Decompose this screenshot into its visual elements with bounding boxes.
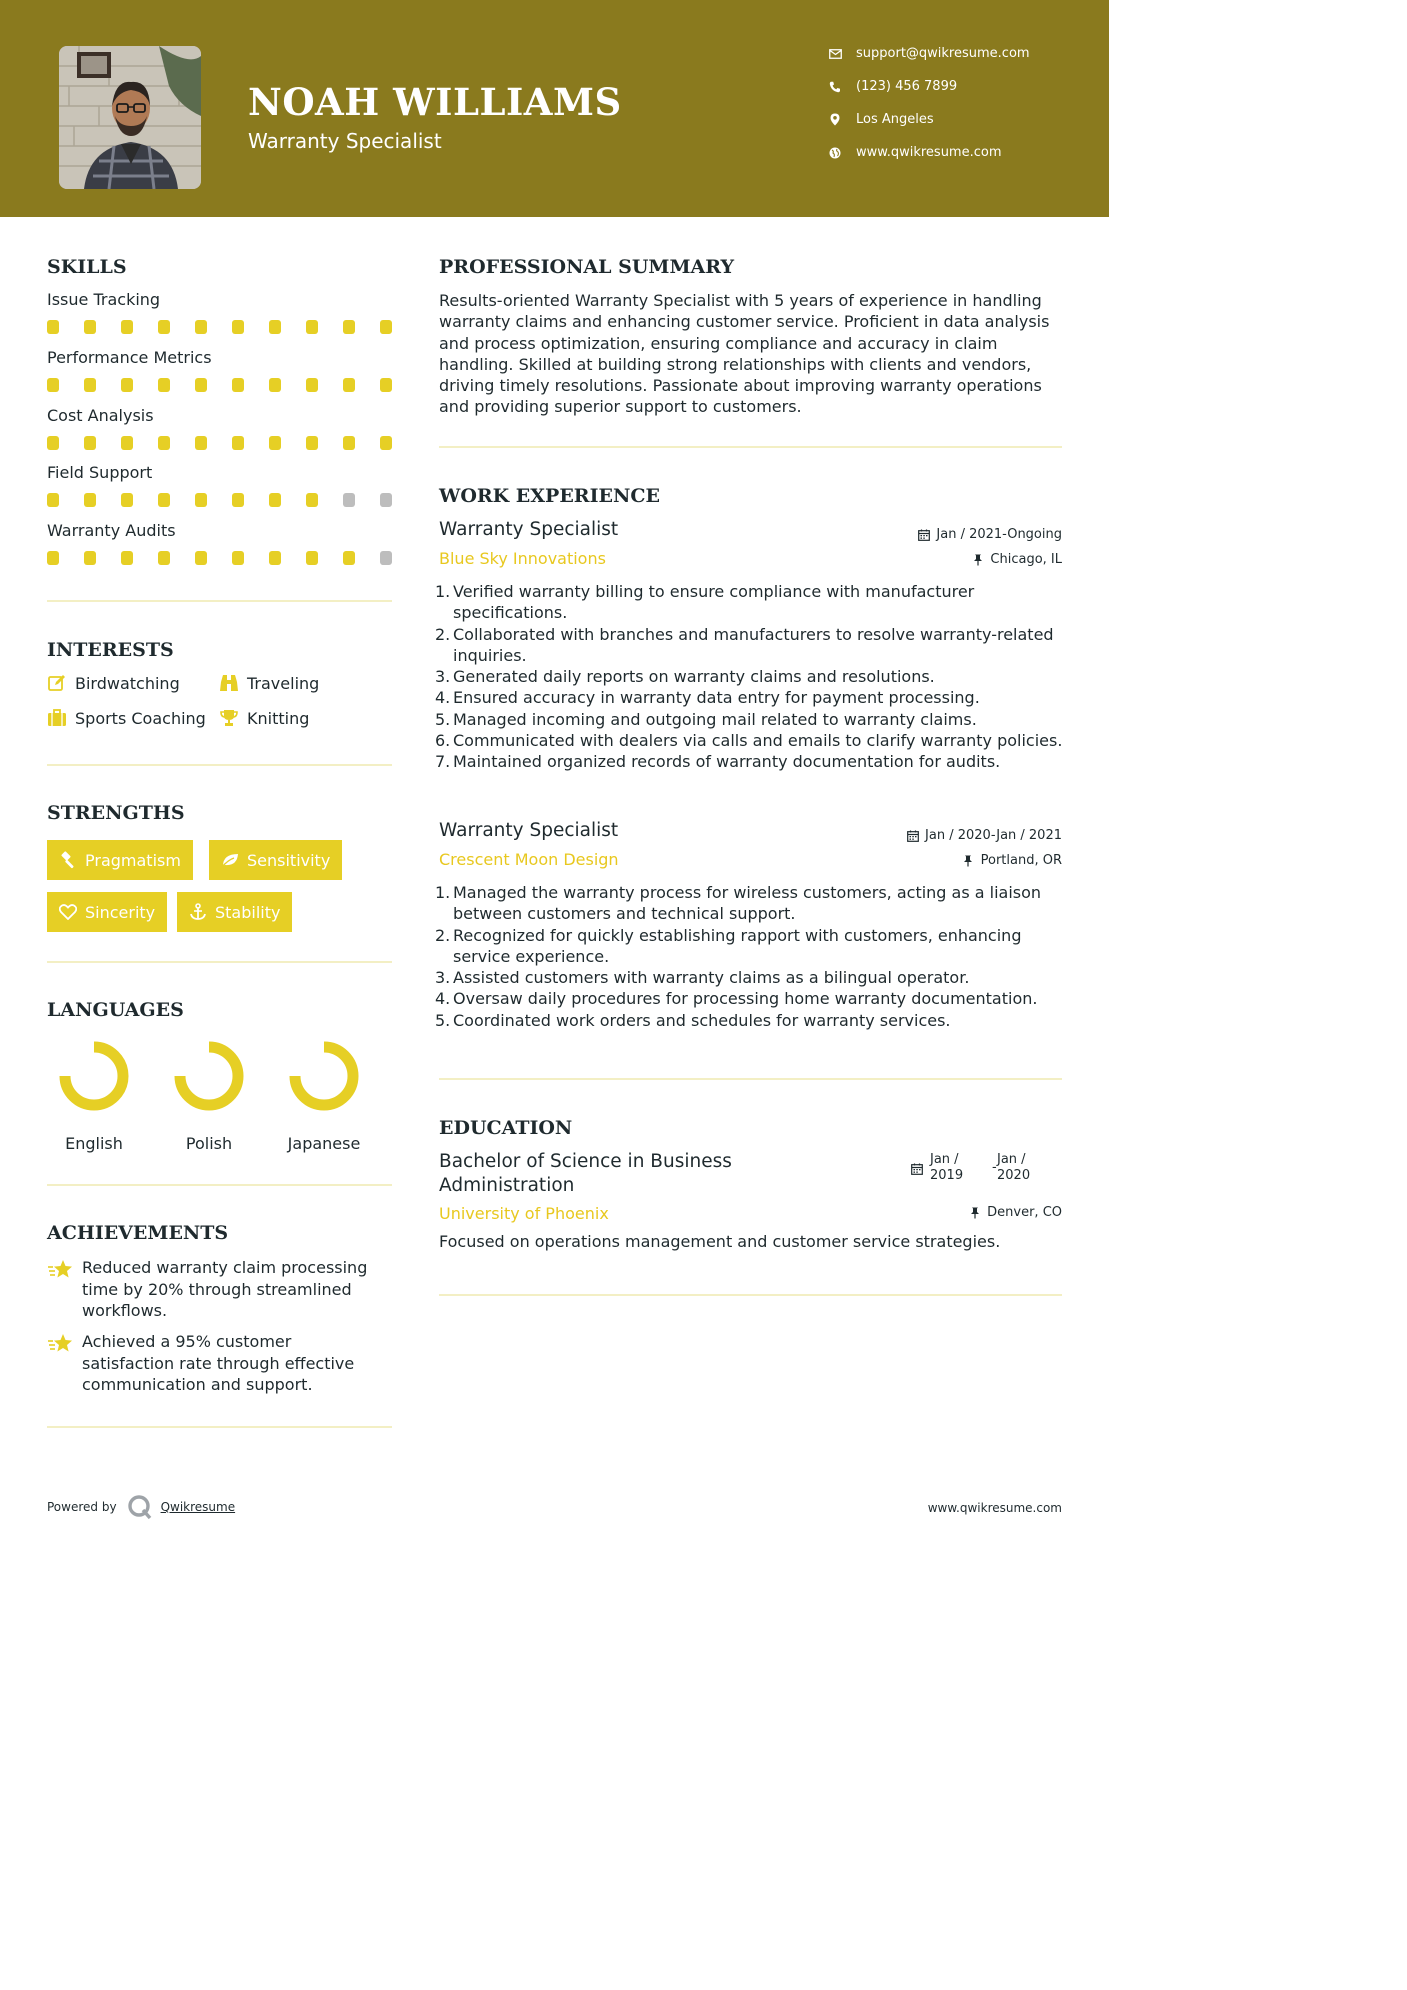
location-pin-icon	[828, 113, 842, 127]
language-level-ring	[58, 1040, 130, 1112]
skill-dot-filled	[158, 378, 170, 392]
skill-dot-filled	[232, 378, 244, 392]
contact-website-text: www.qwikresume.com	[856, 145, 1002, 160]
profile-photo-illustration	[59, 46, 201, 189]
contact-location	[828, 112, 1068, 127]
skill-dot-filled	[84, 551, 96, 565]
strength-chip	[177, 892, 292, 932]
pushpin-icon	[962, 854, 975, 867]
briefcase-icon	[47, 708, 67, 728]
skill-dot-filled	[158, 436, 170, 450]
section-divider	[47, 764, 392, 766]
skill-dot-filled	[47, 436, 59, 450]
education-location	[968, 1205, 1062, 1220]
skill-dot-filled	[306, 493, 318, 507]
job-location	[962, 853, 1062, 868]
skill-dot-filled	[121, 493, 133, 507]
list-item: 2. Collaborated with branches and manufacturers to resolve warranty-related inquiries.	[435, 624, 1054, 665]
interest-label: Sports Coaching	[75, 708, 206, 728]
skill-dot-filled	[195, 320, 207, 334]
profile-photo	[59, 46, 201, 189]
shooting-star-icon	[47, 1332, 73, 1356]
strength-chip	[209, 840, 342, 880]
job-date	[917, 527, 1062, 542]
calendar-icon	[906, 829, 919, 842]
interest-item	[219, 708, 309, 728]
skill-rating	[47, 551, 392, 565]
skill-dot-empty	[343, 493, 355, 507]
contact-location-text: Los Angeles	[856, 112, 934, 127]
interest-item	[47, 673, 180, 693]
contact-email-text: support@qwikresume.com	[856, 46, 1030, 61]
calendar-icon	[917, 528, 930, 541]
skill-dot-filled	[158, 320, 170, 334]
section-divider	[439, 1078, 1062, 1080]
skill-dot-filled	[343, 436, 355, 450]
achievement-item	[47, 1331, 387, 1396]
skill-dot-filled	[232, 436, 244, 450]
contact-phone-text: (123) 456 7899	[856, 79, 958, 94]
job-company: Crescent Moon Design	[439, 850, 619, 869]
binoculars-icon	[219, 673, 239, 693]
list-item: 4. Oversaw daily procedures for processing home warranty documentation.	[435, 989, 1038, 1009]
skill-dot-empty	[380, 551, 392, 565]
language-level-ring	[288, 1040, 360, 1112]
achievement-text: Achieved a 95% customer satisfaction rate through effective communication and support.	[82, 1332, 355, 1394]
education-start-date: Jan / 2019	[930, 1152, 964, 1183]
qwikresume-logo-icon	[127, 1494, 153, 1520]
skill-dot-filled	[343, 378, 355, 392]
interest-item	[47, 708, 206, 728]
list-item: 4. Ensured accuracy in warranty data entry for payment processing.	[435, 688, 980, 708]
list-item: 6. Communicated with dealers via calls and emails to clarify warranty policies.	[435, 731, 1063, 751]
language-item	[159, 1040, 259, 1153]
job-date-text: Jan / 2020-Jan / 2021	[925, 828, 1062, 843]
list-item: 1. Managed the warranty process for wireless customers, acting as a liaison between customers and technical support.	[435, 883, 1042, 924]
skill-label: Performance Metrics	[47, 348, 212, 367]
powered-by-label: Powered by	[47, 1500, 117, 1514]
education-description: Focused on operations management and customer service strategies.	[439, 1232, 1001, 1251]
skill-dot-filled	[306, 551, 318, 565]
achievement-text: Reduced warranty claim processing time by 20% through streamlined workflows.	[82, 1258, 368, 1320]
interest-label: Traveling	[247, 673, 320, 693]
skill-dot-filled	[195, 436, 207, 450]
phone-icon	[828, 80, 842, 94]
education-degree: Bachelor of Science in Business Administration	[439, 1151, 732, 1196]
skill-dot-filled	[232, 320, 244, 334]
trophy-icon	[219, 708, 239, 728]
education-heading: EDUCATION	[439, 1117, 573, 1139]
skill-dot-filled	[269, 551, 281, 565]
strength-label: Pragmatism	[85, 850, 181, 870]
job-company: Blue Sky Innovations	[439, 549, 606, 568]
candidate-title: Warranty Specialist	[248, 129, 442, 153]
skill-dot-filled	[269, 378, 281, 392]
anchor-icon	[189, 903, 207, 921]
list-item: 3. Assisted customers with warranty claims as a bilingual operator.	[435, 968, 970, 988]
pushpin-icon	[971, 553, 984, 566]
skill-label: Issue Tracking	[47, 290, 161, 309]
achievements-heading: ACHIEVEMENTS	[47, 1222, 229, 1244]
contact-phone[interactable]	[828, 79, 1068, 94]
skill-rating	[47, 436, 392, 450]
job-role: Warranty Specialist	[439, 820, 619, 841]
skill-dot-filled	[195, 551, 207, 565]
skill-dot-filled	[158, 493, 170, 507]
skill-dot-filled	[47, 551, 59, 565]
calendar-icon	[911, 1160, 923, 1179]
job-role: Warranty Specialist	[439, 519, 619, 540]
footer-powered-by	[47, 1494, 235, 1520]
skill-dot-filled	[306, 320, 318, 334]
interest-label: Birdwatching	[75, 673, 180, 693]
footer-website[interactable]: www.qwikresume.com	[927, 1501, 1062, 1515]
skill-dot-filled	[47, 378, 59, 392]
section-divider	[47, 1184, 392, 1186]
skill-dot-filled	[306, 436, 318, 450]
job-date-text: Jan / 2021-Ongoing	[936, 527, 1062, 542]
section-divider	[47, 961, 392, 963]
education-school: University of Phoenix	[439, 1204, 609, 1223]
strength-label: Stability	[215, 902, 281, 922]
education-location-text: Denver, CO	[987, 1205, 1062, 1220]
skill-dot-filled	[343, 551, 355, 565]
section-divider	[47, 1426, 392, 1428]
skill-dot-filled	[84, 320, 96, 334]
education-end-date: Jan / 2020	[997, 1152, 1031, 1183]
skill-rating	[47, 493, 392, 507]
interest-label: Knitting	[247, 708, 310, 728]
skill-dot-filled	[121, 436, 133, 450]
skill-dot-filled	[232, 493, 244, 507]
shooting-star-icon	[47, 1258, 73, 1282]
skill-dot-filled	[380, 436, 392, 450]
strengths-heading: STRENGTHS	[47, 802, 185, 824]
skill-dot-filled	[121, 320, 133, 334]
skill-dot-filled	[269, 436, 281, 450]
skill-rating	[47, 320, 392, 334]
skills-heading: SKILLS	[47, 256, 127, 278]
resume-header	[0, 0, 1109, 217]
achievement-item	[47, 1257, 387, 1322]
section-divider	[439, 446, 1062, 448]
skill-label: Cost Analysis	[47, 406, 154, 425]
envelope-icon	[828, 47, 842, 61]
language-item	[44, 1040, 144, 1153]
summary-text: Results-oriented Warranty Specialist with 5 years of experience in handling warranty claims and enhancing customer service. Proficient in data analysis and process optimization, ensuring compliance and accuracy in claim handling. Skilled at building strong relationships with clients and vendors, driving timely resolutions. Passionate about improving warranty operations and providing superior support to customers.	[439, 291, 1050, 417]
skill-dot-filled	[158, 551, 170, 565]
skill-label: Warranty Audits	[47, 521, 176, 540]
experience-heading: WORK EXPERIENCE	[439, 485, 660, 507]
languages-heading: LANGUAGES	[47, 999, 184, 1021]
skill-dot-filled	[269, 493, 281, 507]
heart-icon	[59, 903, 77, 921]
skill-dot-filled	[84, 493, 96, 507]
list-item: 2. Recognized for quickly establishing rapport with customers, enhancing service experience.	[435, 925, 1022, 966]
job-location	[971, 552, 1062, 567]
skill-dot-filled	[380, 320, 392, 334]
candidate-name: NOAH WILLIAMS	[248, 80, 622, 124]
job-date	[906, 828, 1062, 843]
list-item: 3. Generated daily reports on warranty claims and resolutions.	[435, 667, 935, 687]
strength-label: Sensitivity	[247, 850, 331, 870]
strength-label: Sincerity	[85, 902, 156, 922]
leaf-icon	[221, 851, 239, 869]
contact-website[interactable]	[828, 145, 1068, 160]
strength-chip	[47, 892, 167, 932]
job-responsibilities	[435, 581, 1069, 773]
skill-label: Field Support	[47, 463, 153, 482]
skill-dot-filled	[121, 551, 133, 565]
qwikresume-link[interactable]: Qwikresume	[160, 1500, 236, 1514]
section-divider	[47, 600, 392, 602]
list-item: 5. Coordinated work orders and schedules for warranty services.	[435, 1010, 951, 1030]
globe-icon	[828, 146, 842, 160]
skill-dot-filled	[84, 436, 96, 450]
interests-heading: INTERESTS	[47, 639, 174, 661]
skill-dot-filled	[306, 378, 318, 392]
skill-dot-filled	[195, 493, 207, 507]
skill-dot-filled	[269, 320, 281, 334]
skill-dot-filled	[232, 551, 244, 565]
language-item	[274, 1040, 374, 1153]
language-label: Polish	[185, 1134, 233, 1153]
section-divider	[439, 1294, 1062, 1296]
summary-heading: PROFESSIONAL SUMMARY	[439, 256, 735, 278]
list-item: 5. Managed incoming and outgoing mail related to warranty claims.	[435, 709, 977, 729]
job-responsibilities	[435, 882, 1069, 1031]
skill-dot-filled	[121, 378, 133, 392]
interest-item	[219, 673, 319, 693]
skill-dot-filled	[84, 378, 96, 392]
skill-dot-empty	[380, 493, 392, 507]
job-location-text: Chicago, IL	[990, 552, 1062, 567]
list-item: 7. Maintained organized records of warranty documentation for audits.	[435, 752, 1001, 772]
language-level-ring	[173, 1040, 245, 1112]
skill-dot-filled	[47, 320, 59, 334]
skill-dot-filled	[47, 493, 59, 507]
list-item: 1. Verified warranty billing to ensure compliance with manufacturer specifications.	[435, 582, 975, 623]
skill-dot-filled	[343, 320, 355, 334]
job-location-text: Portland, OR	[980, 853, 1062, 868]
language-label: English	[65, 1134, 123, 1153]
skill-dot-filled	[380, 378, 392, 392]
skill-rating	[47, 378, 392, 392]
skill-dot-filled	[195, 378, 207, 392]
gavel-icon	[59, 851, 77, 869]
pushpin-icon	[968, 1206, 981, 1219]
pencil-edit-icon	[47, 673, 67, 693]
education-date-separator: -	[992, 1160, 997, 1175]
contact-email[interactable]	[828, 46, 1068, 61]
strength-chip	[47, 840, 193, 880]
language-label: Japanese	[287, 1134, 361, 1153]
